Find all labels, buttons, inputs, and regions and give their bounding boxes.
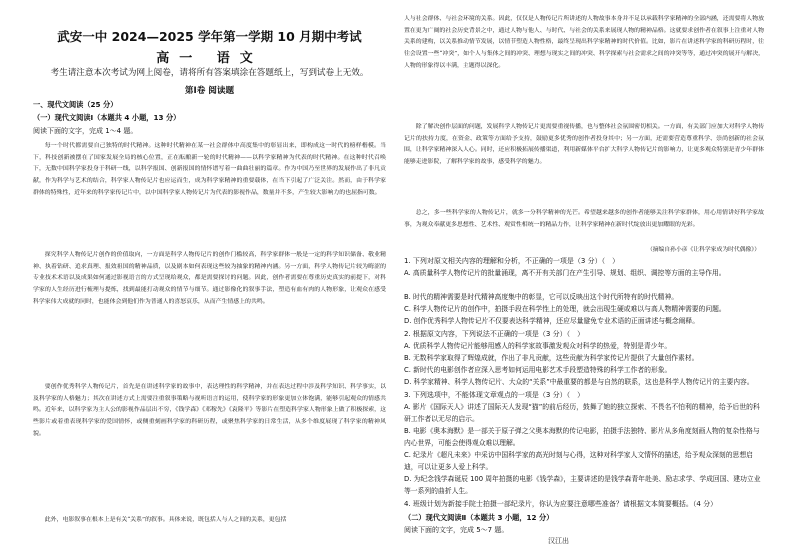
page-footer-mark: 汉江出 (548, 537, 569, 545)
question-option: C. 纪录片《超凡未来》中采访中国科学家的高光时刻与心得，这种对科学家人文情怀的描述，给予观众深刻的思想启迪，可以让更多人爱上科学。 (404, 451, 753, 471)
reading-instruction: 阅读下面的文字，完成 1～4 题。 (33, 127, 138, 135)
passage-paragraph: 除了解决创作层面的问题，发展科学人物传记片更需要重视传播，也与整体社会氛围密切相关。一方面，有关部门应加大对科学人物传记片的扶持力度，在资金、政策等方面给予支持，鼓励更多优秀的创作者投身其中；另一方面，还需要营造尊重科学、崇尚创新的社会氛围，让科学家精神深入人心。同时，还应积极拓展传播渠道，利用新媒体平台扩大科学人物传记片的影响力，让更多观众特别是青少年群体能够走进影院，了解科学家的故事，感受科学的魅力。 (404, 124, 764, 166)
question-option: A. 高质量科学人物传记片的批量涌现，离不开有关部门在产生引导、规划、组织、调控等方面的主导作用。 (404, 269, 726, 277)
question-stem: 1. 下列对原文相关内容的理解和分析，不正确的一项是（3 分）（ ） (404, 257, 620, 265)
question-option: C. 新时代的电影创作者应深入思考如何运用电影艺术手段塑造特殊的科学工作者的形象。 (404, 366, 672, 374)
left-column (33, 0, 386, 560)
exam-subject: 高一 语文 (156, 51, 263, 66)
passage-paragraph: 此外，电影叙事在根本上是有关“关系”的叙事。具体来说，既包括人与人之间的关系，更包括 (44, 517, 287, 523)
passage-paragraph: 每一个时代都需要自己独特的时代精神。这种时代精神在某一社会群体中高度集中的彰显出来，即构成这一时代的榜样楷模。当下，科技创新被摆在了国家发展全局的核心位置，正在酝酿新一轮的时代精神——以科学家精神为代表的时代精神。在这种时代召唤下，无数中国科学家投身于科研一线，以科学报国、创新报国的情怀谱写着一曲曲壮丽的篇章。作为中国乃至世界的发展作出了非凡贡献，作为科学与艺术的结合，科学家人物传记片也应运而生，成为科学家精神的重要载体，在当下引起了广泛关注。然而，由于科学家群体的特殊性，近年来的科学家传记片中，以中国科学家人物传记片为代表的影视作品，数量并不多，产生较大影响力的也屈指可数。 (33, 143, 386, 196)
volume-heading: 第Ⅰ卷 阅读题 (184, 86, 235, 96)
question-option: C. 科学人物传记片的创作中，拍摄手段在科学性上的处理，就会出现生硬或难以与高人物精神需要的问题。 (404, 305, 726, 313)
question-stem: 4. 班级计划为新接手院士拍摄一部纪录片，你认为应要注意哪些准备？请根据文本简要概括。（4 分） (404, 500, 718, 508)
question-option: A. 优质科学人物传记片能够用感人的科学家故事激发观众对科学的热爱，特别是青少年。 (404, 342, 672, 350)
passage-paragraph: 要创作优秀科学人物传记片，首先是在讲述科学家的故事中，表达理性的科学精神，并在表达过程中涉及科学知识、科学事实，以及科学家的人格魅力；其次在讲述方式上需要注重叙事策略与视听语言的运用，使科学家的形象更加立体饱满，能够引起观众的情感共鸣。近年来，以科学家为主人公的影视作品层出不穷，《钱学森》《邓稼先》《袁隆平》等影片在塑造科学家人物形象上做了积极探索，这些影片或着重表现科学家的爱国情怀，或侧重刻画科学家的科研历程，或聚焦科学家的日常生活，从多个维度展现了科学家的精神风貌。 (33, 384, 386, 437)
reading-instruction: 阅读下面的文字，完成 5～7 题。 (404, 526, 509, 534)
question-option: A. 影片《国际天人》讲述了国际天人发现“猫”的前后经历，鼓舞了她的独立探索、不畏名不怕利的精神，给予后世的科研工作者以无尽的启示。 (404, 403, 760, 423)
passage-paragraph: 人与社会群体、与社会环境的关系。因此，仅仅是人物传记片所讲述的人物故事本身并不足以承载科学家精神的全部内涵，还需要将人物放置在更为广阔的社会历史背景之中，通过人物与他人、与时代、与社会的关系来展现人物的精神品格。这就要求创作者在叙事上注重对人物关系的建构，以关系推动情节发展，以情节塑造人物性格，最终呈现出科学家精神的时代价值。比如，影片在讲述科学家的科研历程时，往往会设置一些“冲突”，如个人与集体之间的冲突、理想与现实之间的冲突、科学探索与社会需求之间的冲突等等，通过冲突的展开与解决，人物的形象得以丰满，主题得以深化。 (404, 16, 764, 69)
right-column (404, 0, 764, 560)
question-option: B. 电影《奥本海默》是一部关于原子弹之父奥本海默的传记电影，拍摄手法独特、影片从多角度刻画人物的复杂性格与内心世界，可能会使得观众难以理解。 (404, 427, 760, 447)
question-stem: 3. 下列选项中，不能体现文章观点的一项是（3 分）（ ） (404, 391, 585, 399)
section-heading: 一、现代文阅读（25 分） (33, 100, 118, 109)
question-option: D. 创作优秀科学人物传记片不仅要表达科学精神，还应尽量避免专业术语的正面讲述与概念阐释。 (404, 317, 700, 325)
question-stem: 2. 根据原文内容，下列说法不正确的一项是（3 分）（ ） (404, 330, 585, 338)
passage-paragraph: 探究科学人物传记片创作的价值取向，一方面是科学人物传记片的创作门槛较高，科学家群体一般是一定的科学知识储备、敬业精神、执着钻研、追求真理、报效祖国的精神品质，以及剧本如何表现这些较为抽象的精神内涵。另一方面，科学人物传记片较为晦涩的专业技术术语以及成果如何通过影视语言的方式呈现给观众，都是需要探讨的问题。因此，创作者需要在尊重历史真实的前提下，对科学家的人生经历进行梳理与提炼，找到最能打动观众的情节与细节。通过影像化的叙事手法，塑造有血有肉的人物形象，让观众在感受科学家伟大成就的同时，也能体会到他们作为普通人的喜怒哀乐，从而产生情感上的共鸣。 (33, 252, 386, 305)
passage-source: （摘编自孙小彦《让科学家成为时代偶像》） (646, 247, 760, 253)
subsection-heading: （一）现代文阅读Ⅰ（本题共 4 小题，13 分） (33, 113, 181, 122)
passage-paragraph: 总之，多一些科学家的人物传记片，就多一分科学精神的光芒。希望越来越多的创作者能够关注科学家群体，用心用情讲好科学家故事，为观众奉献更多思想性、艺术性、观赏性相统一的精品力作，让科学家精神在新时代绽放出更加耀眼的光彩。 (404, 210, 764, 228)
subsection-heading: （二）现代文阅读Ⅱ（本题共 3 小题，12 分） (404, 513, 554, 522)
question-option: B. 时代的精神需要是时代精神高度集中的彰显，它可以反映出这个时代所特有的时代精神。 (404, 293, 679, 301)
question-option: D. 为纪念钱学森诞辰 100 周年拍摄的电影《钱学森》，主要讲述的是钱学森青年赴美、励志求学、学成回国、建功立业等一系列的曲折人生。 (404, 475, 761, 495)
question-option: B. 无数科学家取得了辉煌成就，作出了非凡贡献，这些贡献为科学家传记片提供了大量创作素材。 (404, 354, 699, 362)
exam-title: 武安一中 2024—2025 学年第一学期 10 月期中考试 (57, 29, 362, 44)
exam-notice: 考生请注意本次考试为网上阅卷，请将所有答案填涂在答题纸上，写到试卷上无效。 (50, 68, 369, 78)
question-option: D. 科学家精神、科学人物传记片、大众的“关系”中最重要的都是与自然的联系，这也是科学人物传记片的主要内容。 (404, 378, 754, 386)
